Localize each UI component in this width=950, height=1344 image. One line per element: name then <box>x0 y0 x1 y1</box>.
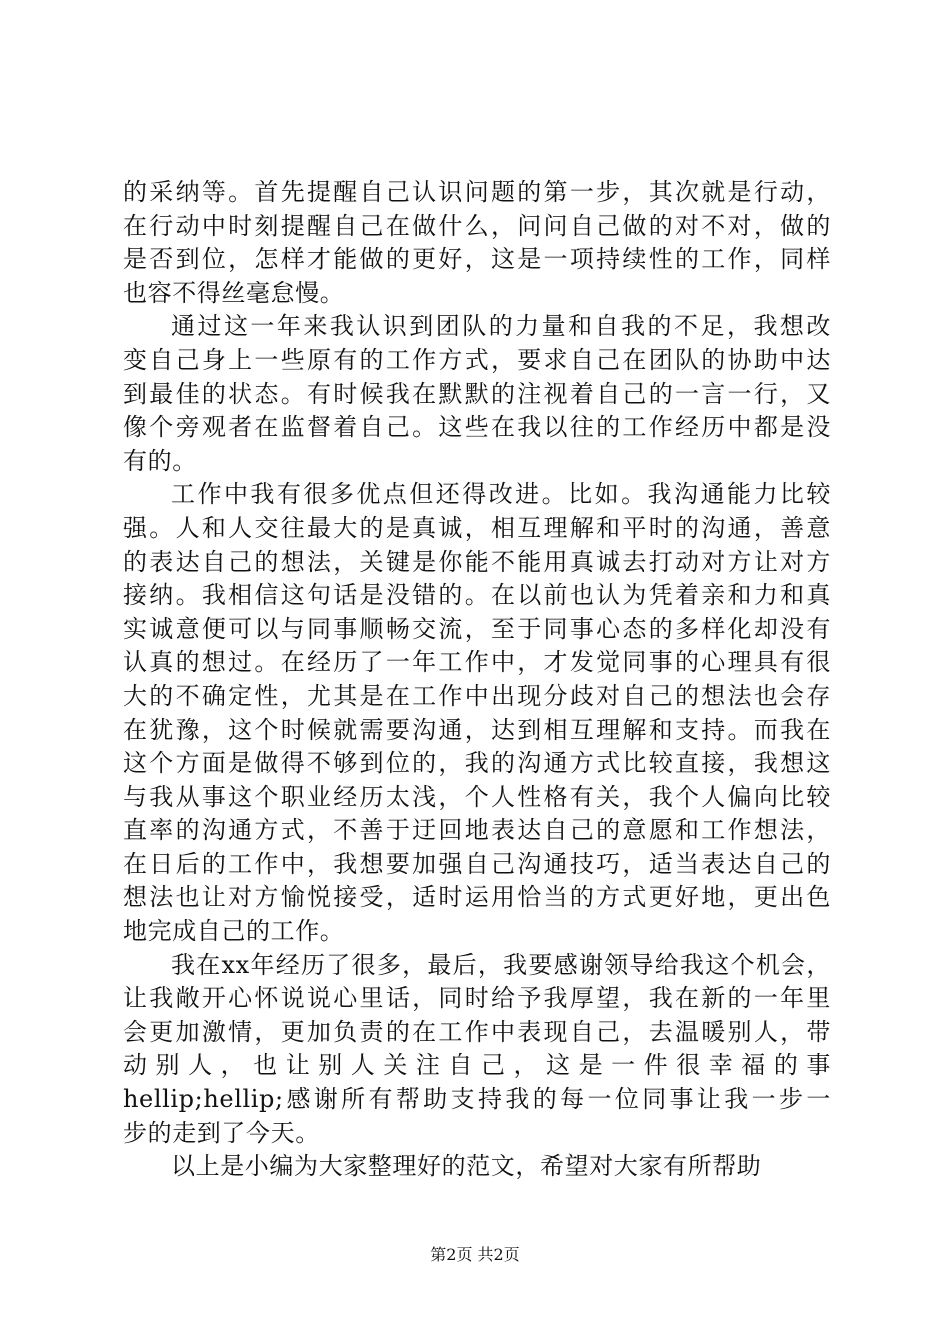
body-text <box>123 176 831 1184</box>
text-line: 有的。 <box>123 446 197 475</box>
text-line: 实诚意便可以与同事顺畅交流，至于同事心态的多样化却没有 <box>123 614 831 643</box>
text-line: 工作中我有很多优点但还得改进。比如。我沟通能力比较 <box>171 480 831 509</box>
text-line: 以上是小编为大家整理好的范文，希望对大家有所帮助 <box>171 1152 762 1181</box>
text-line: 认真的想过。在经历了一年工作中，才发觉同事的心理具有很 <box>123 648 831 677</box>
text-line: 像个旁观者在监督着自己。这些在我以往的工作经历中都是没 <box>123 413 831 442</box>
paragraph <box>123 310 831 478</box>
text-line: 会更加激情，更加负责的在工作中表现自己，去温暖别人，带 <box>123 1017 831 1046</box>
paragraph <box>123 1150 831 1184</box>
text-line: 这个方面是做得不够到位的，我的沟通方式比较直接，我想这 <box>123 749 831 778</box>
text-line: 动别人，也让别人关注自己，这是一件很幸福的事 <box>123 1051 831 1080</box>
text-line: hellip;hellip;感谢所有帮助支持我的每一位同事让我一步一 <box>123 1085 831 1114</box>
text-line: 让我敞开心怀说说心里话，同时给予我厚望，我在新的一年里 <box>123 984 831 1013</box>
text-line: 强。人和人交往最大的是真诚，相互理解和平时的沟通，善意 <box>123 513 831 542</box>
text-line: 我在xx年经历了很多，最后，我要感谢领导给我这个机会， <box>171 950 831 979</box>
text-line: 与我从事这个职业经历太浅，个人性格有关，我个人偏向比较 <box>123 782 831 811</box>
page-footer: 第2页 共2页 <box>430 1245 520 1264</box>
text-line: 在日后的工作中，我想要加强自己沟通技巧，适当表达自己的 <box>123 849 831 878</box>
text-line: 在行动中时刻提醒自己在做什么，问问自己做的对不对，做的 <box>123 211 831 240</box>
text-line: 的表达自己的想法，关键是你能不能用真诚去打动对方让对方 <box>123 547 831 576</box>
paragraph <box>123 176 831 310</box>
paragraph <box>123 478 831 948</box>
paragraph <box>123 949 831 1151</box>
text-line: 也容不得丝毫怠慢。 <box>123 278 345 307</box>
text-line: 通过这一年来我认识到团队的力量和自我的不足，我想改 <box>171 312 831 341</box>
text-line: 直率的沟通方式，不善于迂回地表达自己的意愿和工作想法， <box>123 816 831 845</box>
text-line: 接纳。我相信这句话是没错的。在以前也认为凭着亲和力和真 <box>123 581 831 610</box>
text-line: 变自己身上一些原有的工作方式，要求自己在团队的协助中达 <box>123 345 831 374</box>
text-line: 在犹豫，这个时候就需要沟通，达到相互理解和支持。而我在 <box>123 715 831 744</box>
text-line: 大的不确定性，尤其是在工作中出现分歧对自己的想法也会存 <box>123 681 831 710</box>
text-line: 地完成自己的工作。 <box>123 917 345 946</box>
text-line: 是否到位，怎样才能做的更好，这是一项持续性的工作，同样 <box>123 245 831 274</box>
text-line: 步的走到了今天。 <box>123 1118 320 1147</box>
text-line: 到最佳的状态。有时候我在默默的注视着自己的一言一行，又 <box>123 379 831 408</box>
text-line: 想法也让对方愉悦接受，适时运用恰当的方式更好地，更出色 <box>123 883 831 912</box>
text-line: 的采纳等。首先提醒自己认识问题的第一步，其次就是行动， <box>123 178 831 206</box>
